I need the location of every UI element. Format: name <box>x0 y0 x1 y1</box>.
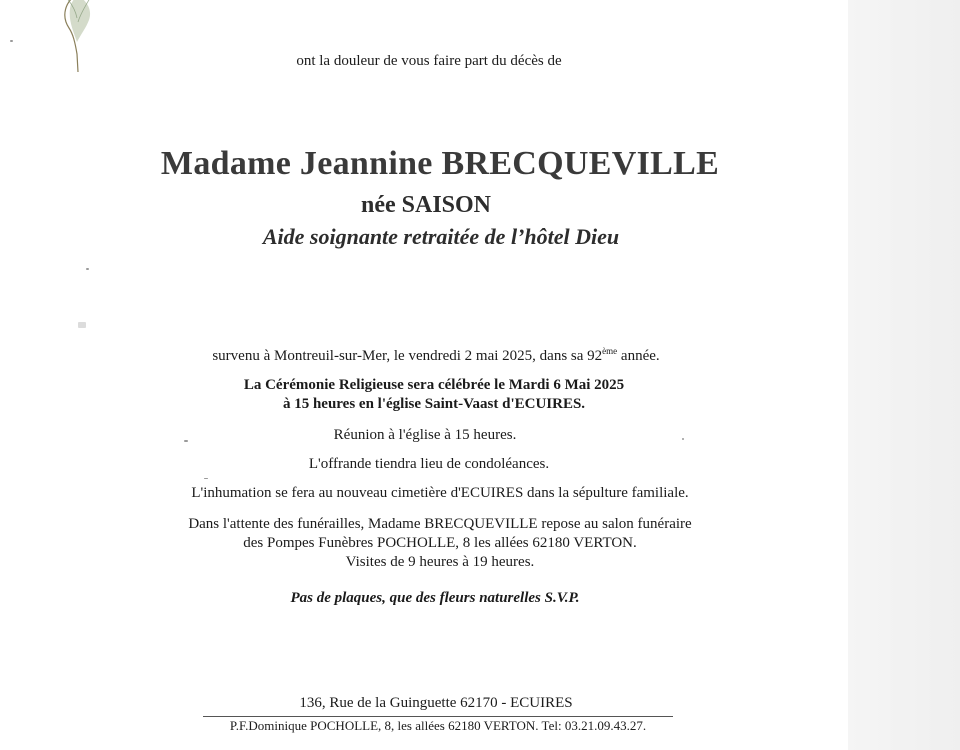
flowers-request: Pas de plaques, que des fleurs naturelles S.V.P. <box>290 590 580 606</box>
scan-speck <box>78 322 86 328</box>
ceremony-line-2: à 15 heures en l'église Saint-Vaast d'ECUIRES. <box>282 396 586 412</box>
scan-speck <box>184 440 188 442</box>
rest-info-line-2: des Pompes Funèbres POCHOLLE, 8 les allées 62180 VERTON. <box>243 535 637 551</box>
scan-margin-strip <box>848 0 960 750</box>
ceremony-line-1: La Cérémonie Religieuse sera célébrée le Mardi 6 Mai 2025 <box>243 377 625 393</box>
offering-info: L'offrande tiendra lieu de condoléances. <box>308 456 550 472</box>
rest-info-line-1: Dans l'attente des funérailles, Madame BRECQUEVILLE repose au salon funéraire <box>188 516 692 532</box>
maiden-name: née SAISON <box>360 192 492 218</box>
notice-intro: ont la douleur de vous faire part du décès de <box>296 53 562 69</box>
ordinal-suffix: ème <box>602 346 618 356</box>
visiting-hours: Visites de 9 heures à 19 heures. <box>345 554 535 570</box>
funeral-home-contact: P.F.Dominique POCHOLLE, 8, les allées 62180 VERTON. Tel: 03.21.09.43.27. <box>203 716 673 734</box>
scan-speck <box>86 268 89 270</box>
occupation: Aide soignante retraitée de l’hôtel Dieu <box>262 224 620 249</box>
death-details-main: survenu à Montreuil-sur-Mer, le vendredi 2 mai 2025, dans sa 92 <box>212 348 603 364</box>
scan-speck <box>204 478 208 479</box>
death-details-end: année. <box>617 348 660 364</box>
scan-speck <box>682 438 684 440</box>
death-details <box>11 346 861 365</box>
meeting-info: Réunion à l'église à 15 heures. <box>333 427 517 443</box>
burial-info: L'inhumation se fera au nouveau cimetière d'ECUIRES dans la sépulture familiale. <box>191 485 689 501</box>
deceased-name: Madame Jeannine BRECQUEVILLE <box>160 145 720 182</box>
scan-speck <box>10 40 13 42</box>
family-address: 136, Rue de la Guinguette 62170 - ECUIRES <box>299 695 573 711</box>
